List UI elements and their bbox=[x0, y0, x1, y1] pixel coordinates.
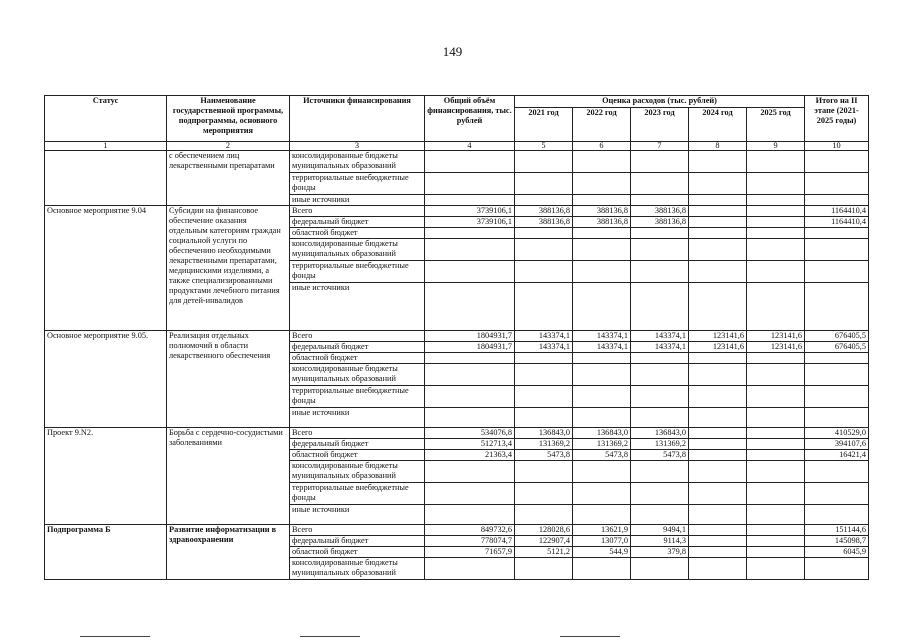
value-cell-y2021: 122907,4 bbox=[515, 536, 573, 547]
value-cell-total bbox=[425, 261, 515, 283]
value-cell-y2022: 136843,0 bbox=[573, 428, 631, 439]
funding-source-cell: иные источники bbox=[290, 408, 425, 428]
funding-source-cell: иные источники bbox=[290, 283, 425, 331]
value-cell-stage: 1164410,4 bbox=[805, 206, 869, 217]
value-cell-y2022 bbox=[573, 408, 631, 428]
header-year: 2023 год bbox=[631, 108, 689, 142]
value-cell-y2021 bbox=[515, 558, 573, 580]
value-cell-y2024 bbox=[689, 505, 747, 525]
value-cell-stage: 410529,0 bbox=[805, 428, 869, 439]
value-cell-stage bbox=[805, 261, 869, 283]
table-row bbox=[45, 206, 869, 217]
value-cell-y2021 bbox=[515, 386, 573, 408]
funding-source-cell: консолидированные бюджеты муниципальных образований bbox=[290, 239, 425, 261]
value-cell-y2025 bbox=[747, 386, 805, 408]
value-cell-y2022 bbox=[573, 283, 631, 331]
funding-source-cell: консолидированные бюджеты муниципальных образований bbox=[290, 151, 425, 173]
value-cell-y2023 bbox=[631, 558, 689, 580]
value-cell-y2025 bbox=[747, 461, 805, 483]
value-cell-total: 778074,7 bbox=[425, 536, 515, 547]
funding-source-cell: территориальные внебюджетные фонды bbox=[290, 173, 425, 195]
funding-source-cell: Всего bbox=[290, 206, 425, 217]
value-cell-y2022 bbox=[573, 505, 631, 525]
value-cell-y2023: 388136,8 bbox=[631, 206, 689, 217]
value-cell-y2021 bbox=[515, 173, 573, 195]
value-cell-y2022: 143374,1 bbox=[573, 331, 631, 342]
value-cell-y2025 bbox=[747, 450, 805, 461]
funding-source-cell: территориальные внебюджетные фонды bbox=[290, 386, 425, 408]
table-row bbox=[45, 525, 869, 536]
value-cell-y2021 bbox=[515, 505, 573, 525]
header-total-volume: Общий объём финансирования, тыс. рублей bbox=[425, 96, 515, 142]
funding-source-cell: областной бюджет bbox=[290, 228, 425, 239]
funding-source-cell: федеральный бюджет bbox=[290, 342, 425, 353]
value-cell-y2023: 9494,1 bbox=[631, 525, 689, 536]
value-cell-y2025 bbox=[747, 195, 805, 206]
value-cell-stage: 151144,6 bbox=[805, 525, 869, 536]
value-cell-y2023 bbox=[631, 353, 689, 364]
value-cell-y2023: 131369,2 bbox=[631, 439, 689, 450]
funding-source-cell: областной бюджет bbox=[290, 547, 425, 558]
value-cell-y2024 bbox=[689, 206, 747, 217]
value-cell-y2021 bbox=[515, 483, 573, 505]
value-cell-total bbox=[425, 558, 515, 580]
value-cell-total bbox=[425, 386, 515, 408]
value-cell-stage bbox=[805, 151, 869, 173]
value-cell-y2025 bbox=[747, 283, 805, 331]
value-cell-y2022 bbox=[573, 239, 631, 261]
value-cell-total: 534076,8 bbox=[425, 428, 515, 439]
value-cell-y2023 bbox=[631, 364, 689, 386]
value-cell-y2022 bbox=[573, 261, 631, 283]
value-cell-total bbox=[425, 239, 515, 261]
value-cell-y2022: 5473,8 bbox=[573, 450, 631, 461]
value-cell-y2022: 388136,8 bbox=[573, 206, 631, 217]
funding-source-cell: иные источники bbox=[290, 195, 425, 206]
value-cell-y2024 bbox=[689, 439, 747, 450]
value-cell-y2022 bbox=[573, 151, 631, 173]
value-cell-y2021 bbox=[515, 283, 573, 331]
value-cell-y2025 bbox=[747, 439, 805, 450]
value-cell-y2021: 388136,8 bbox=[515, 206, 573, 217]
value-cell-total bbox=[425, 283, 515, 331]
value-cell-y2024 bbox=[689, 450, 747, 461]
program-name-cell: Реализация отдельных полномочий в области лекарственного обеспечения bbox=[167, 331, 290, 428]
value-cell-y2021 bbox=[515, 261, 573, 283]
value-cell-total: 21363,4 bbox=[425, 450, 515, 461]
column-number: 1 bbox=[45, 142, 167, 151]
value-cell-y2024 bbox=[689, 558, 747, 580]
status-cell: Проект 9.N2. bbox=[45, 428, 167, 525]
value-cell-y2025 bbox=[747, 364, 805, 386]
value-cell-y2024: 123141,6 bbox=[689, 331, 747, 342]
value-cell-y2023 bbox=[631, 228, 689, 239]
value-cell-y2025 bbox=[747, 353, 805, 364]
column-number: 10 bbox=[805, 142, 869, 151]
value-cell-y2021 bbox=[515, 151, 573, 173]
table-row bbox=[45, 331, 869, 342]
value-cell-y2021 bbox=[515, 364, 573, 386]
value-cell-y2024 bbox=[689, 239, 747, 261]
value-cell-y2023 bbox=[631, 461, 689, 483]
value-cell-stage: 676405,5 bbox=[805, 331, 869, 342]
value-cell-y2024 bbox=[689, 525, 747, 536]
header-status: Статус bbox=[45, 96, 167, 142]
value-cell-stage bbox=[805, 386, 869, 408]
value-cell-total: 3739106,1 bbox=[425, 206, 515, 217]
funding-source-cell: Всего bbox=[290, 525, 425, 536]
value-cell-total bbox=[425, 195, 515, 206]
value-cell-y2025 bbox=[747, 206, 805, 217]
value-cell-y2021 bbox=[515, 461, 573, 483]
value-cell-y2025 bbox=[747, 217, 805, 228]
value-cell-stage bbox=[805, 505, 869, 525]
value-cell-y2023: 388136,8 bbox=[631, 217, 689, 228]
program-name-cell: Развитие информатизации в здравоохранении bbox=[167, 525, 290, 580]
value-cell-y2025 bbox=[747, 505, 805, 525]
value-cell-stage bbox=[805, 173, 869, 195]
value-cell-y2024 bbox=[689, 428, 747, 439]
value-cell-total: 512713,4 bbox=[425, 439, 515, 450]
value-cell-y2021 bbox=[515, 408, 573, 428]
value-cell-y2025 bbox=[747, 483, 805, 505]
value-cell-y2023 bbox=[631, 408, 689, 428]
header-year: 2024 год bbox=[689, 108, 747, 142]
value-cell-stage bbox=[805, 364, 869, 386]
value-cell-y2021: 5473,8 bbox=[515, 450, 573, 461]
value-cell-y2022 bbox=[573, 483, 631, 505]
value-cell-y2023: 379,8 bbox=[631, 547, 689, 558]
budget-table bbox=[44, 95, 869, 580]
value-cell-y2022 bbox=[573, 558, 631, 580]
value-cell-y2022: 131369,2 bbox=[573, 439, 631, 450]
value-cell-y2024 bbox=[689, 151, 747, 173]
value-cell-stage bbox=[805, 228, 869, 239]
value-cell-y2023 bbox=[631, 195, 689, 206]
value-cell-stage: 16421,4 bbox=[805, 450, 869, 461]
value-cell-y2022 bbox=[573, 461, 631, 483]
value-cell-y2023: 143374,1 bbox=[631, 331, 689, 342]
funding-source-cell: Всего bbox=[290, 428, 425, 439]
value-cell-total bbox=[425, 461, 515, 483]
value-cell-stage bbox=[805, 353, 869, 364]
value-cell-y2021: 128028,6 bbox=[515, 525, 573, 536]
value-cell-y2024: 123141,6 bbox=[689, 342, 747, 353]
funding-source-cell: областной бюджет bbox=[290, 450, 425, 461]
value-cell-total bbox=[425, 505, 515, 525]
program-name-cell: Субсидии на финансовое обеспечение оказания отдельным категориям граждан социальной услуги по обеспечению необходимыми лекарственными препаратами, медицинскими изделиями, а также специализированными продуктами лечебного питания для детей-инвалидов bbox=[167, 206, 290, 331]
value-cell-y2023 bbox=[631, 261, 689, 283]
value-cell-y2024 bbox=[689, 364, 747, 386]
page-number: 149 bbox=[442, 44, 463, 59]
value-cell-total bbox=[425, 353, 515, 364]
value-cell-stage: 145098,7 bbox=[805, 536, 869, 547]
value-cell-total bbox=[425, 364, 515, 386]
value-cell-y2024 bbox=[689, 195, 747, 206]
funding-source-cell: территориальные внебюджетные фонды bbox=[290, 483, 425, 505]
value-cell-y2024 bbox=[689, 536, 747, 547]
funding-source-cell: федеральный бюджет bbox=[290, 217, 425, 228]
funding-source-cell: консолидированные бюджеты муниципальных образований bbox=[290, 558, 425, 580]
value-cell-y2025 bbox=[747, 428, 805, 439]
value-cell-y2022: 388136,8 bbox=[573, 217, 631, 228]
status-cell: Основное мероприятие 9.05. bbox=[45, 331, 167, 428]
value-cell-total bbox=[425, 151, 515, 173]
value-cell-y2024 bbox=[689, 547, 747, 558]
value-cell-y2024 bbox=[689, 173, 747, 195]
value-cell-y2022 bbox=[573, 353, 631, 364]
value-cell-y2022 bbox=[573, 228, 631, 239]
value-cell-total bbox=[425, 173, 515, 195]
value-cell-total bbox=[425, 483, 515, 505]
value-cell-y2024 bbox=[689, 217, 747, 228]
value-cell-total: 1804931,7 bbox=[425, 342, 515, 353]
value-cell-total bbox=[425, 228, 515, 239]
value-cell-y2021: 5121,2 bbox=[515, 547, 573, 558]
value-cell-y2025 bbox=[747, 261, 805, 283]
program-name-cell: Борьба с сердечно-сосудистыми заболеваниями bbox=[167, 428, 290, 525]
value-cell-y2023 bbox=[631, 239, 689, 261]
value-cell-y2023 bbox=[631, 483, 689, 505]
value-cell-stage bbox=[805, 239, 869, 261]
value-cell-y2025 bbox=[747, 536, 805, 547]
value-cell-y2024 bbox=[689, 386, 747, 408]
value-cell-y2021 bbox=[515, 195, 573, 206]
value-cell-y2025: 123141,6 bbox=[747, 331, 805, 342]
value-cell-y2025: 123141,6 bbox=[747, 342, 805, 353]
table-body bbox=[45, 151, 869, 580]
value-cell-stage: 1164410,4 bbox=[805, 217, 869, 228]
value-cell-stage: 394107,6 bbox=[805, 439, 869, 450]
value-cell-y2024 bbox=[689, 228, 747, 239]
value-cell-y2025 bbox=[747, 239, 805, 261]
value-cell-stage bbox=[805, 283, 869, 331]
header-funding-source: Источники финансирования bbox=[290, 96, 425, 142]
value-cell-total: 71657,9 bbox=[425, 547, 515, 558]
table-row bbox=[45, 428, 869, 439]
value-cell-y2025 bbox=[747, 173, 805, 195]
value-cell-y2022: 544,9 bbox=[573, 547, 631, 558]
value-cell-y2025 bbox=[747, 408, 805, 428]
value-cell-stage bbox=[805, 461, 869, 483]
value-cell-y2022 bbox=[573, 173, 631, 195]
value-cell-y2023 bbox=[631, 505, 689, 525]
column-number: 4 bbox=[425, 142, 515, 151]
value-cell-y2025 bbox=[747, 525, 805, 536]
funding-source-cell: федеральный бюджет bbox=[290, 439, 425, 450]
header-estimate: Оценка расходов (тыс. рублей) bbox=[515, 96, 805, 108]
header-year: 2022 год bbox=[573, 108, 631, 142]
value-cell-y2025 bbox=[747, 228, 805, 239]
value-cell-stage: 6045,9 bbox=[805, 547, 869, 558]
column-number: 7 bbox=[631, 142, 689, 151]
column-number: 5 bbox=[515, 142, 573, 151]
value-cell-stage bbox=[805, 408, 869, 428]
column-number: 9 bbox=[747, 142, 805, 151]
value-cell-stage bbox=[805, 483, 869, 505]
value-cell-stage bbox=[805, 195, 869, 206]
value-cell-total bbox=[425, 408, 515, 428]
value-cell-y2024 bbox=[689, 353, 747, 364]
column-number: 3 bbox=[290, 142, 425, 151]
value-cell-y2022 bbox=[573, 386, 631, 408]
value-cell-y2023 bbox=[631, 173, 689, 195]
value-cell-y2024 bbox=[689, 261, 747, 283]
header-year: 2025 год bbox=[747, 108, 805, 142]
value-cell-y2021: 388136,8 bbox=[515, 217, 573, 228]
header-stage-total: Итого на II этапе (2021-2025 годы) bbox=[805, 96, 869, 142]
value-cell-y2021: 143374,1 bbox=[515, 342, 573, 353]
funding-source-cell: Всего bbox=[290, 331, 425, 342]
value-cell-y2022 bbox=[573, 195, 631, 206]
funding-source-cell: иные источники bbox=[290, 505, 425, 525]
value-cell-y2022: 143374,1 bbox=[573, 342, 631, 353]
value-cell-y2021: 136843,0 bbox=[515, 428, 573, 439]
value-cell-stage: 676405,5 bbox=[805, 342, 869, 353]
value-cell-y2022 bbox=[573, 364, 631, 386]
value-cell-y2021: 131369,2 bbox=[515, 439, 573, 450]
value-cell-y2025 bbox=[747, 151, 805, 173]
value-cell-stage bbox=[805, 558, 869, 580]
value-cell-total: 1804931,7 bbox=[425, 331, 515, 342]
bottom-rule bbox=[80, 636, 150, 637]
value-cell-y2024 bbox=[689, 408, 747, 428]
value-cell-y2024 bbox=[689, 461, 747, 483]
value-cell-total: 849732,6 bbox=[425, 525, 515, 536]
funding-source-cell: федеральный бюджет bbox=[290, 536, 425, 547]
value-cell-y2022: 13077,0 bbox=[573, 536, 631, 547]
status-cell: Подпрограмма Б bbox=[45, 525, 167, 580]
value-cell-y2025 bbox=[747, 547, 805, 558]
header-year: 2021 год bbox=[515, 108, 573, 142]
column-number: 6 bbox=[573, 142, 631, 151]
value-cell-y2021 bbox=[515, 239, 573, 261]
value-cell-y2021 bbox=[515, 353, 573, 364]
column-number: 2 bbox=[167, 142, 290, 151]
table-row bbox=[45, 151, 869, 173]
value-cell-y2023: 5473,8 bbox=[631, 450, 689, 461]
value-cell-y2025 bbox=[747, 558, 805, 580]
program-name-cell: с обеспечением лиц лекарственными препаратами bbox=[167, 151, 290, 206]
value-cell-total: 3739106,1 bbox=[425, 217, 515, 228]
header-program-name: Наименование государственной программы, подпрограммы, основного мероприятия bbox=[167, 96, 290, 142]
bottom-rule bbox=[560, 636, 620, 637]
value-cell-y2023 bbox=[631, 386, 689, 408]
value-cell-y2023: 136843,0 bbox=[631, 428, 689, 439]
value-cell-y2023: 9114,3 bbox=[631, 536, 689, 547]
bottom-rule bbox=[300, 636, 360, 637]
value-cell-y2022: 13621,9 bbox=[573, 525, 631, 536]
value-cell-y2024 bbox=[689, 283, 747, 331]
value-cell-y2023: 143374,1 bbox=[631, 342, 689, 353]
funding-source-cell: территориальные внебюджетные фонды bbox=[290, 261, 425, 283]
value-cell-y2021 bbox=[515, 228, 573, 239]
status-cell bbox=[45, 151, 167, 206]
value-cell-y2024 bbox=[689, 483, 747, 505]
column-number: 8 bbox=[689, 142, 747, 151]
value-cell-y2021: 143374,1 bbox=[515, 331, 573, 342]
value-cell-y2023 bbox=[631, 151, 689, 173]
funding-source-cell: консолидированные бюджеты муниципальных образований bbox=[290, 364, 425, 386]
status-cell: Основное мероприятие 9.04 bbox=[45, 206, 167, 331]
value-cell-y2023 bbox=[631, 283, 689, 331]
funding-source-cell: областной бюджет bbox=[290, 353, 425, 364]
funding-source-cell: консолидированные бюджеты муниципальных образований bbox=[290, 461, 425, 483]
